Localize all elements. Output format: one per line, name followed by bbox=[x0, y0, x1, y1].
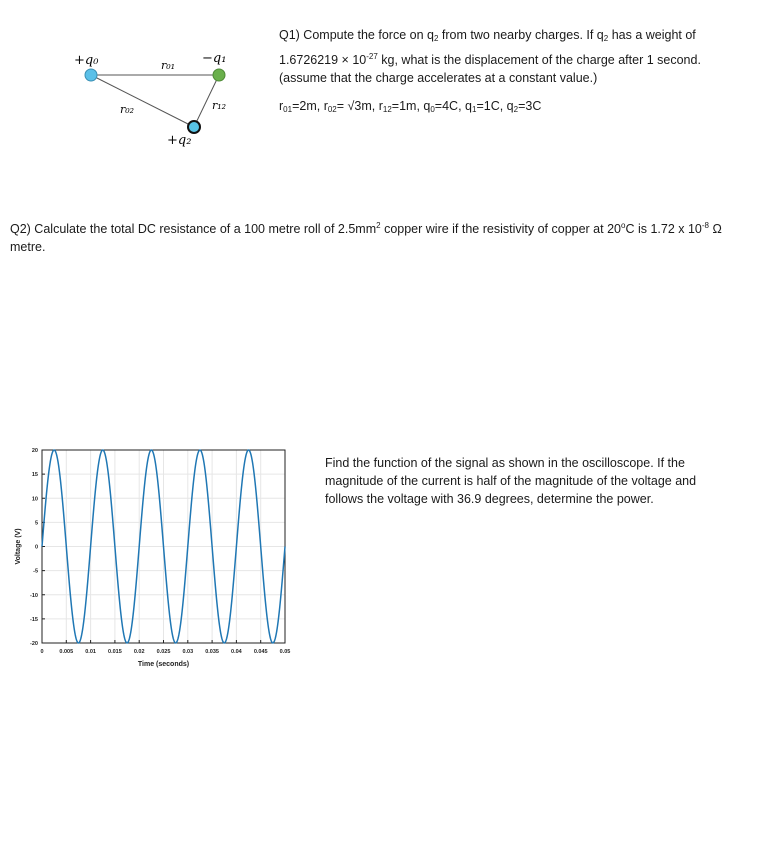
oscilloscope-chart bbox=[8, 440, 298, 672]
y-axis-label: Voltage (V) bbox=[15, 528, 22, 565]
q1-value-part: =2m, r bbox=[292, 99, 328, 113]
q1-value-part: =1m, q bbox=[391, 99, 431, 113]
y-tick-label: -20 bbox=[30, 641, 38, 647]
q1-value-subscript: 01 bbox=[283, 105, 293, 114]
q1-value-part: = √3m, r bbox=[336, 99, 383, 113]
q1-value-subscript: 12 bbox=[382, 105, 392, 114]
r02-label: r₀₂ bbox=[120, 103, 135, 116]
q1-given-values bbox=[279, 97, 747, 119]
r12-label: r₁₂ bbox=[212, 99, 227, 112]
q1-value-part: =1C, q bbox=[476, 99, 514, 113]
question-3: Find the function of the signal as shown in the oscilloscope. If the magnitude of the current is half of the magnitude of the voltage and follows the voltage with 36.9 degrees, determine the power. bbox=[325, 456, 697, 506]
question-2 bbox=[10, 217, 762, 256]
q1-value-subscript: 1 bbox=[471, 105, 477, 114]
x-tick-label: 0.01 bbox=[85, 649, 96, 655]
y-tick-label: -10 bbox=[30, 592, 38, 599]
y-tick-label: -15 bbox=[30, 616, 38, 623]
x-tick-label: 0.025 bbox=[156, 649, 171, 655]
q1-value-part: r bbox=[279, 99, 284, 113]
y-tick-label: 5 bbox=[34, 520, 38, 527]
q1-line1: Q1) Compute the force on $q_2$ from two nearby charges. If $q_2$ has a weight of bbox=[279, 28, 696, 43]
y-tick-label: 0 bbox=[34, 544, 38, 551]
x-tick-label: 0.05 bbox=[279, 649, 291, 655]
x-tick-label: 0.035 bbox=[205, 649, 219, 655]
r02-line bbox=[91, 75, 194, 127]
y-tick-label: 20 bbox=[31, 448, 38, 454]
x-tick-label: 0.04 bbox=[231, 649, 242, 655]
y-tick-label: -5 bbox=[33, 568, 38, 575]
charge-q2 bbox=[188, 121, 200, 133]
q2-line1: Q2) Calculate the total DC resistance of a 100 metre roll of $2.5mm^2$ copper wire if the resistivity of copper at 20$^o$C is 1.72 x $10^{-8}$ Ω bbox=[10, 221, 722, 236]
x-tick-label: 0.005 bbox=[59, 649, 74, 655]
question-1 bbox=[279, 26, 747, 87]
q1-value-part: =3C bbox=[518, 99, 542, 113]
x-tick-label: 0.02 bbox=[133, 649, 145, 655]
x-axis-label: Time (seconds) bbox=[137, 661, 190, 668]
q1-value-part: =4C, q bbox=[434, 99, 472, 113]
q1-line3: (assume that the charge accelerates at a constant value.) bbox=[279, 71, 598, 85]
q2-label: +q₂ bbox=[167, 133, 192, 148]
x-tick-label: 0 bbox=[40, 649, 44, 655]
q1-value-subscript: 02 bbox=[327, 105, 337, 114]
charges-diagram bbox=[62, 22, 268, 160]
q1-value-subscript: 0 bbox=[430, 105, 435, 114]
x-tick-label: 0.015 bbox=[108, 649, 122, 655]
x-tick-label: 0.045 bbox=[253, 649, 268, 655]
q2-line2: metre. bbox=[10, 240, 46, 254]
charge-q0 bbox=[85, 69, 97, 81]
x-tick-label: 0.03 bbox=[182, 649, 194, 655]
q1-value-subscript: 2 bbox=[513, 105, 519, 114]
charge-q1 bbox=[213, 69, 225, 81]
q1-label: −q₁ bbox=[202, 51, 227, 66]
y-tick-label: 15 bbox=[31, 472, 38, 479]
q1-line2: $1.6726219 \times 10^{-27}$ kg, what is the displacement of the charge after 1 second. bbox=[279, 52, 701, 67]
r01-label: r₀₁ bbox=[161, 59, 176, 72]
q0-label: +q₀ bbox=[74, 53, 99, 68]
y-tick-label: 10 bbox=[31, 496, 38, 503]
